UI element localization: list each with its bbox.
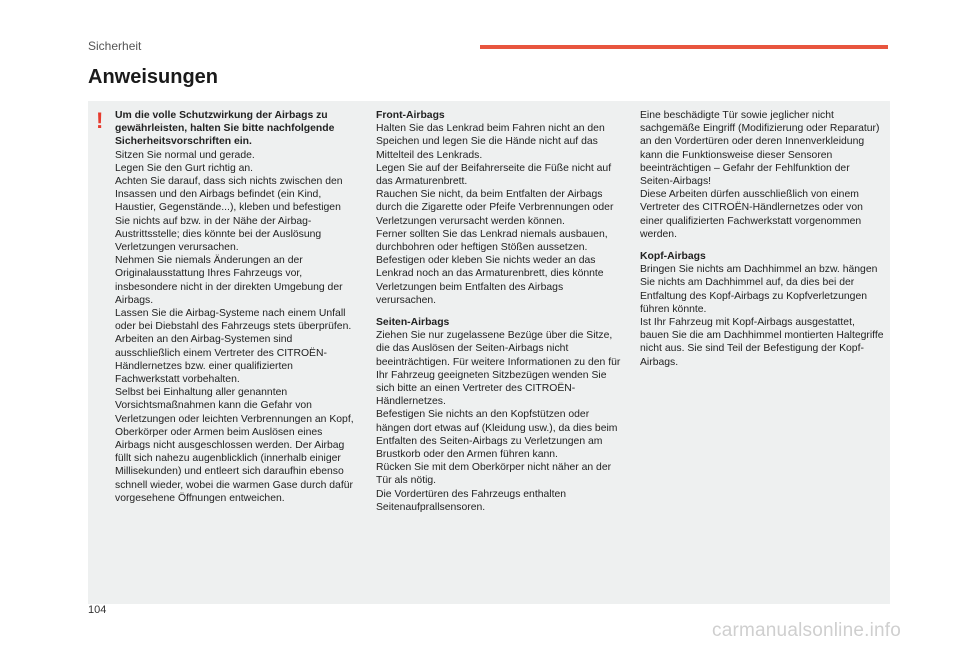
watermark: carmanualsonline.info (712, 620, 902, 641)
column-sensors-head-airbags (640, 109, 885, 369)
column-front-side-airbags (376, 109, 626, 514)
header-accent-bar (480, 45, 888, 49)
front-airbags-body: Halten Sie das Lenkrad beim Fahren nicht an den Speichen und legen Sie die Hände nicht auf das Mittelteil des Lenkrads. Legen Sie auf der Beifahrerseite die Füße nicht auf das Armaturenbrett. Rauchen Sie nicht, da beim Entfalten der Airbags durch die Zigarette oder Pfeife Verbrennungen oder Verletzungen verursacht werden können. Ferner sollten Sie das Lenkrad niemals ausbauen, durchbohren oder heftigen Stößen aussetzen. Befestigen oder kleben Sie nichts weder an das Lenkrad noch an das Armaturenbrett, dies könnte Verletzungen beim Entfalten des Airbags verursachen. (376, 123, 614, 306)
general-instructions-body: Sitzen Sie normal und gerade. Legen Sie den Gurt richtig an. Achten Sie darauf, dass sich nichts zwischen den Insassen und den Airbags befindet (ein Kind, Haustier, Gegenstände...), kleben und befestigen Sie nichts auf bzw. in der Nähe der Airbag-Austrittsstelle; dies könnte bei der Auslösung Verletzungen verursachen. Nehmen Sie niemals Änderungen an der Originalausstattung Ihres Fahrzeugs vor, insbesondere nicht in der direkten Umgebung der Airbags. Lassen Sie die Airbag-Systeme nach einem Unfall oder bei Diebstahl des Fahrzeugs stets überprüfen. Arbeiten an den Airbag-Systemen sind ausschließlich einem Vertreter des CITROËN-Händlernetzes bzw. einer qualifizierten Fachwerkstatt vorbehalten. Selbst bei Einhaltung aller genannten Vorsichtsmaßnahmen kann die Gefahr von Verletzungen oder leichten Verbrennungen an Kopf, Oberkörper oder Armen beim Auslösen eines Airbags nicht ausgeschlossen werden. Der Airbag füllt sich nahezu augenblicklich (innerhalb einiger Millisekunden) und entleert sich daraufhin ebenso schnell wieder, wobei die warmen Gase durch dafür vorgesehene Öffnungen entweichen. (115, 149, 354, 504)
page-title: Anweisungen (88, 66, 219, 88)
column-general-instructions (115, 109, 355, 505)
head-airbags-body: Bringen Sie nichts am Dachhimmel an bzw. hängen Sie nichts am Dachhimmel auf, da dies bei der Entfaltung des Kopf-Airbags zu Kopfverletzungen führen könnte. Ist Ihr Fahrzeug mit Kopf-Airbags ausgestattet, bauen Sie die am Dachhimmel montierten Haltegriffe nicht aus. Sie sind Teil der Befestigung der Kopf-Airbags. (640, 264, 884, 368)
door-sensors-body: Eine beschädigte Tür sowie jeglicher nicht sachgemäße Eingriff (Modifizierung oder Reparatur) an den Vordertüren oder deren Innenverkleidung kann die Funktionsweise dieser Sensoren beeinträchtigen – Gefahr der Fehlfunktion der Seiten-Airbags! Diese Arbeiten dürfen ausschließlich von einem Vertreter des CITROËN-Händlernetzes oder von einer qualifizierten Fachwerkstatt vorgenommen werden. (640, 110, 880, 240)
section-label: Sicherheit (88, 39, 142, 53)
side-airbags-heading: Seiten-Airbags (376, 317, 450, 329)
side-airbags-body: Ziehen Sie nur zugelassene Bezüge über die Sitze, die das Auslösen der Seiten-Airbags nicht beeinträchtigen. Für weitere Informationen zu den für Ihr Fahrzeug geeigneten Sitzbezügen wenden Sie sich bitte an einen Vertreter des CITROËN-Händlernetzes. Befestigen Sie nichts an den Kopfstützen oder hängen dort etwas auf (Kleidung usw.), da dies beim Entfalten des Seiten-Airbags zu Verletzungen am Brustkorb oder den Armen führen kann. Rücken Sie mit dem Oberkörper nicht näher an der Tür als nötig. Die Vordertüren des Fahrzeugs enthalten Seitenaufprallsensoren. (376, 330, 621, 513)
intro-warning-text: Um die volle Schutzwirkung der Airbags zu gewährleisten, halten Sie bitte nachfolgende Sicherheitsvorschriften ein. (115, 110, 335, 148)
page-number: 104 (88, 604, 107, 616)
head-airbags-heading: Kopf-Airbags (640, 251, 706, 263)
front-airbags-heading: Front-Airbags (376, 110, 445, 121)
warning-exclamation-icon: ! (96, 108, 104, 133)
